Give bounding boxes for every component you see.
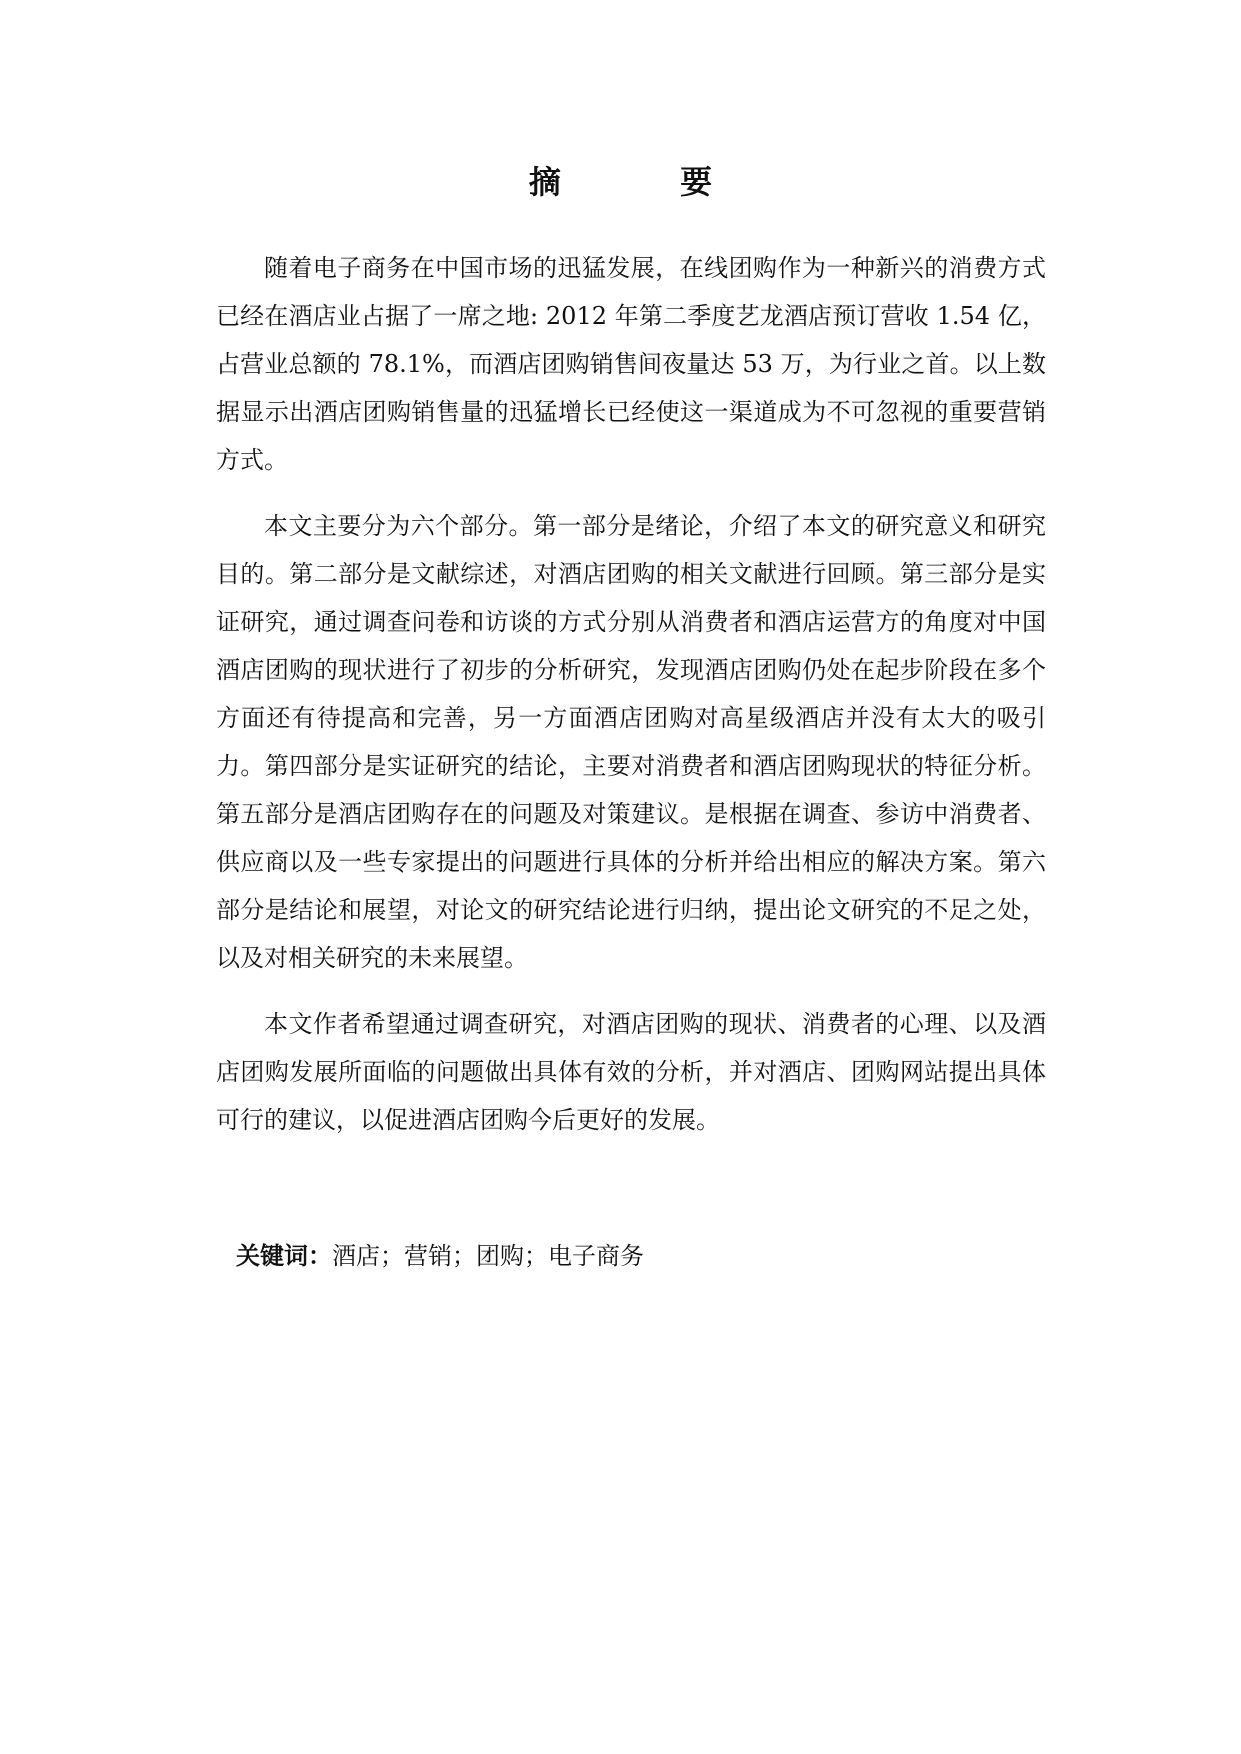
abstract-paragraph-1: 随着电子商务在中国市场的迅猛发展，在线团购作为一种新兴的消费方式已经在酒店业占据了一席之地: 2012 年第二季度艺龙酒店预订营收 1.54 亿，占营业总额的 78.1%，而酒店团购销售间夜量达 53 万，为行业之首。以上数据显示出酒店团购销售量的迅猛增长已经使这一渠道成为不可忽视的重要营销方式。 [216,254,1046,474]
page-title: 摘 要 [528,163,767,201]
abstract-body [216,244,1046,1162]
keywords-value: 酒店；营销；团购；电子商务 [332,1242,644,1270]
abstract-paragraph-3: 本文作者希望通过调查研究，对酒店团购的现状、消费者的心理、以及酒店团购发展所面临的问题做出具体有效的分析，并对酒店、团购网站提出具体可行的建议，以促进酒店团购今后更好的发展。 [216,1010,1046,1134]
abstract-paragraph-2: 本文主要分为六个部分。第一部分是绪论，介绍了本文的研究意义和研究目的。第二部分是文献综述，对酒店团购的相关文献进行回顾。第三部分是实证研究，通过调查问卷和访谈的方式分别从消费者和酒店运营方的角度对中国酒店团购的现状进行了初步的分析研究，发现酒店团购仍处在起步阶段在多个方面还有待提高和完善，另一方面酒店团购对高星级酒店并没有太大的吸引力。第四部分是实证研究的结论，主要对消费者和酒店团购现状的特征分析。第五部分是酒店团购存在的问题及对策建议。是根据在调查、参访中消费者、供应商以及一些专家提出的问题进行具体的分析并给出相应的解决方案。第六部分是结论和展望，对论文的研究结论进行归纳，提出论文研究的不足之处，以及对相关研究的未来展望。 [216,512,1046,972]
keywords-label: 关键词： [236,1242,332,1270]
keywords-line [236,1236,1056,1276]
